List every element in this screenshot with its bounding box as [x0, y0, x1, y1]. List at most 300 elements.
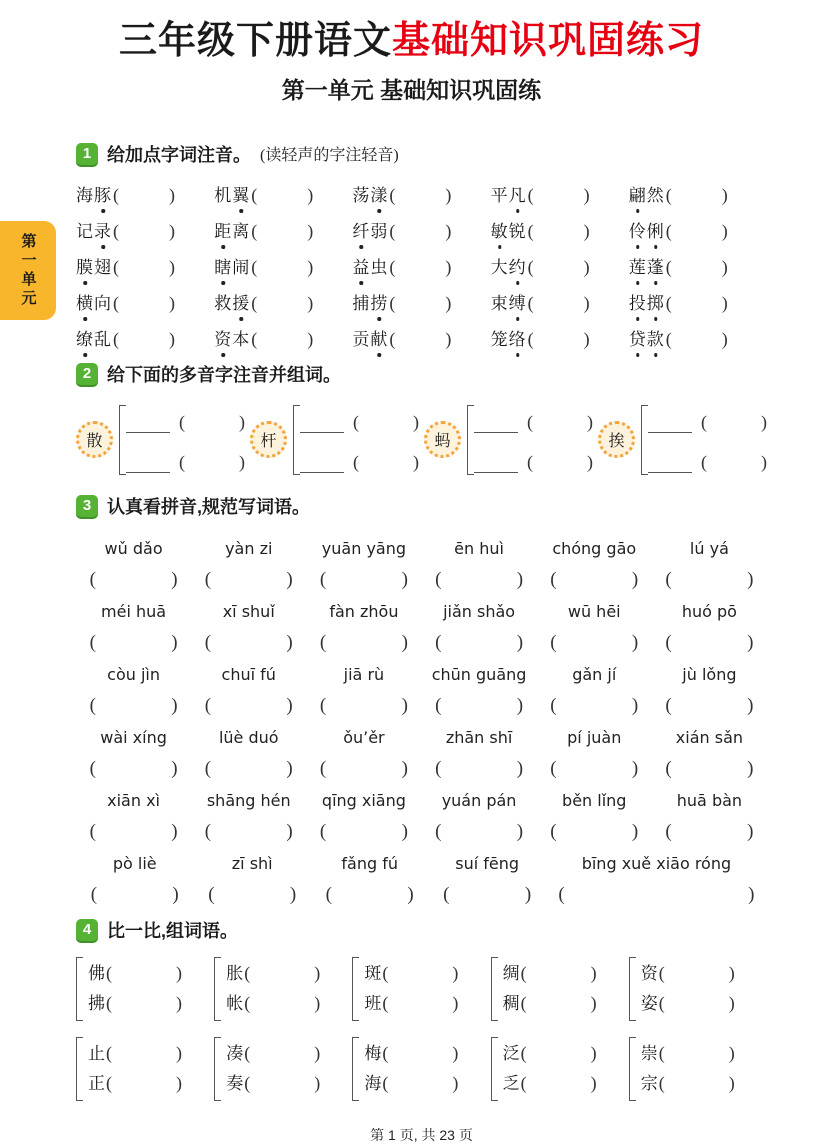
pinyin-text: fǎng fú — [341, 853, 398, 873]
q1-word-blank — [491, 325, 629, 350]
compare-char: 斑 — [364, 963, 382, 983]
q1-word-blank — [352, 217, 490, 242]
compare-line — [641, 989, 735, 1019]
q3-row — [76, 539, 767, 591]
q4-row — [76, 1037, 767, 1101]
bracket — [491, 1037, 498, 1101]
q1-word-list — [76, 181, 767, 348]
pinyin-blank — [191, 539, 306, 591]
q3-pinyin-list — [76, 539, 767, 906]
q1-word: 束缚 — [491, 289, 527, 314]
q1-word-blank — [352, 325, 490, 350]
compare-line — [226, 1069, 320, 1099]
compare-pair — [629, 957, 767, 1021]
answer-parens — [326, 884, 414, 906]
section-4-title: 比一比,组词语。 — [107, 920, 239, 941]
answer-parens — [106, 993, 182, 1014]
pinyin-blank — [537, 728, 652, 780]
answer-parens — [251, 293, 313, 314]
compare-char: 姿 — [640, 993, 658, 1013]
q1-word: 投掷 — [629, 289, 665, 314]
section-1-note: (读轻声的字注轻音) — [260, 147, 399, 165]
answer-parens — [701, 452, 767, 473]
q1-word-blank — [214, 181, 352, 206]
answer-parens — [665, 695, 753, 717]
q1-word: 贡献 — [352, 325, 388, 350]
q1-word: 资本 — [214, 325, 250, 350]
polyphone-lines — [474, 405, 593, 475]
answer-parens — [521, 1043, 597, 1064]
polyphone-group — [424, 405, 593, 475]
pinyin-text: yuān yāng — [321, 538, 407, 558]
q1-word: 捕捞 — [352, 289, 388, 314]
pinyin-blank — [191, 602, 306, 654]
answer-parens — [666, 221, 728, 242]
pinyin-text: còu jìn — [107, 664, 160, 684]
answer-parens — [205, 821, 293, 843]
compare-line — [364, 1039, 458, 1069]
polyphone-char: 蚂 — [434, 433, 451, 451]
q1-word: 海豚 — [76, 181, 112, 206]
answer-parens — [205, 758, 293, 780]
answer-parens — [521, 963, 597, 984]
bracket — [467, 405, 474, 475]
bracket — [76, 957, 83, 1021]
pinyin-text: yuán pán — [441, 790, 517, 810]
answer-parens — [90, 632, 178, 654]
compare-char: 泛 — [502, 1043, 520, 1063]
q1-word: 平凡 — [491, 181, 527, 206]
compare-line — [88, 1039, 182, 1069]
bracket — [491, 957, 498, 1021]
pinyin-text: lüè duó — [218, 727, 279, 747]
compare-line — [503, 989, 597, 1019]
answer-parens — [550, 569, 638, 591]
section-3-header — [76, 493, 767, 519]
answer-parens — [113, 329, 175, 350]
polyphone-line — [300, 447, 419, 473]
compare-line — [641, 1039, 735, 1069]
answer-parens — [659, 1073, 735, 1094]
compare-line — [503, 1069, 597, 1099]
compare-pair — [629, 1037, 767, 1101]
answer-parens — [389, 221, 451, 242]
flower-badge — [598, 421, 635, 458]
pinyin-blank — [421, 539, 536, 591]
pinyin-text: gǎn jí — [572, 664, 617, 684]
q1-word-blank — [629, 253, 767, 278]
pinyin-blank-line — [126, 457, 170, 473]
polyphone-group — [76, 405, 245, 475]
compare-char: 崇 — [640, 1043, 658, 1063]
q1-word-blank — [352, 253, 490, 278]
bracket — [641, 405, 648, 475]
pinyin-text: chóng gāo — [552, 538, 637, 558]
answer-parens — [665, 632, 753, 654]
polyphone-char: 挨 — [608, 433, 625, 451]
q1-word-blank — [491, 181, 629, 206]
answer-parens — [244, 1043, 320, 1064]
q1-word: 机翼 — [214, 181, 250, 206]
q2-polyphone-list — [76, 405, 767, 475]
answer-parens — [666, 293, 728, 314]
unit-side-tab — [0, 221, 56, 320]
section-3-number-badge: 3 — [76, 495, 98, 517]
compare-line — [88, 1069, 182, 1099]
polyphone-group — [598, 405, 767, 475]
answer-parens — [205, 695, 293, 717]
pinyin-text: bīng xuě xiāo róng — [581, 853, 732, 873]
pinyin-blank-line — [474, 417, 518, 433]
pinyin-blank — [76, 539, 191, 591]
compare-pair — [491, 1037, 629, 1101]
polyphone-line — [474, 407, 593, 433]
compare-char: 稠 — [502, 993, 520, 1013]
answer-parens — [382, 993, 458, 1014]
compare-char: 正 — [88, 1073, 105, 1093]
pinyin-blank — [421, 665, 536, 717]
q1-word: 莲蓬 — [629, 253, 665, 278]
q1-word: 敏锐 — [491, 217, 527, 242]
compare-pair — [214, 957, 352, 1021]
q1-word: 益虫 — [352, 253, 388, 278]
pinyin-blank — [421, 602, 536, 654]
section-1-title: 给加点字词注音。 — [107, 144, 251, 165]
polyphone-line — [648, 447, 767, 473]
answer-parens — [244, 1073, 320, 1094]
compare-char: 佛 — [88, 963, 105, 983]
compare-line — [503, 1039, 597, 1069]
q1-word-blank — [76, 181, 214, 206]
pinyin-blank — [76, 602, 191, 654]
q1-row — [76, 253, 767, 276]
pinyin-text: wài xíng — [100, 727, 167, 747]
q1-word: 伶俐 — [629, 217, 665, 242]
q1-word-blank — [214, 289, 352, 314]
answer-parens — [701, 412, 767, 433]
pinyin-blank — [76, 728, 191, 780]
polyphone-line — [648, 407, 767, 433]
q3-row — [76, 602, 767, 654]
q1-word: 纤弱 — [352, 217, 388, 242]
polyphone-line — [126, 447, 245, 473]
answer-parens — [665, 821, 753, 843]
pinyin-blank — [306, 728, 421, 780]
answer-parens — [550, 695, 638, 717]
pinyin-blank — [193, 854, 310, 906]
pinyin-blank-line — [300, 457, 344, 473]
pinyin-blank — [76, 791, 191, 843]
pinyin-blank — [652, 728, 767, 780]
answer-parens — [179, 452, 245, 473]
q1-word-blank — [214, 325, 352, 350]
pinyin-blank — [537, 665, 652, 717]
polyphone-line — [126, 407, 245, 433]
answer-parens — [113, 293, 175, 314]
q1-row — [76, 181, 767, 204]
answer-parens — [659, 1043, 735, 1064]
compare-char: 宗 — [640, 1073, 658, 1093]
answer-parens — [527, 452, 593, 473]
answer-parens — [251, 185, 313, 206]
pinyin-text: ǒu’ěr — [343, 727, 385, 747]
pinyin-blank — [537, 602, 652, 654]
polyphone-line — [474, 447, 593, 473]
pinyin-blank — [537, 539, 652, 591]
answer-parens — [251, 329, 313, 350]
compare-char: 凑 — [226, 1043, 244, 1063]
q1-word: 贷款 — [629, 325, 665, 350]
section-3-title: 认真看拼音,规范写词语。 — [107, 496, 310, 517]
answer-parens — [320, 758, 408, 780]
q1-word-blank — [76, 325, 214, 350]
answer-parens — [244, 993, 320, 1014]
compare-line — [364, 1069, 458, 1099]
answer-parens — [208, 884, 296, 906]
bracket — [293, 405, 300, 475]
unit-side-tab-label: 第一单元 — [19, 232, 37, 309]
compare-char: 止 — [88, 1043, 105, 1063]
pinyin-text: zī shì — [231, 853, 273, 873]
page-number: 第 1 页, 共 23 页 — [370, 1126, 473, 1143]
q1-word: 荡漾 — [352, 181, 388, 206]
pinyin-text: jiā rù — [343, 664, 385, 684]
pinyin-blank — [191, 665, 306, 717]
answer-parens — [244, 963, 320, 984]
section-4-header — [76, 917, 767, 943]
pinyin-blank — [421, 791, 536, 843]
answer-parens — [90, 758, 178, 780]
q1-word: 大约 — [491, 253, 527, 278]
section-2-header — [76, 361, 767, 387]
pinyin-blank — [191, 791, 306, 843]
answer-parens — [527, 412, 593, 433]
q1-word: 笼络 — [491, 325, 527, 350]
bracket — [119, 405, 126, 475]
pinyin-blank — [537, 791, 652, 843]
answer-parens — [443, 884, 531, 906]
q3-row — [76, 854, 767, 906]
compare-pair — [352, 1037, 490, 1101]
answer-parens — [320, 821, 408, 843]
answer-parens — [320, 632, 408, 654]
pinyin-text: ēn huì — [454, 538, 504, 558]
answer-parens — [179, 412, 245, 433]
answer-parens — [435, 632, 523, 654]
pinyin-blank-line — [126, 417, 170, 433]
section-2-number-badge: 2 — [76, 363, 98, 385]
bracket — [76, 1037, 83, 1101]
q1-row — [76, 325, 767, 348]
compare-pair — [352, 957, 490, 1021]
q1-word-blank — [629, 289, 767, 314]
pinyin-text: chuī fú — [221, 664, 276, 684]
bracket — [352, 957, 359, 1021]
pinyin-text: pò liè — [112, 853, 157, 873]
answer-parens — [666, 185, 728, 206]
pinyin-text: shāng hén — [206, 790, 291, 810]
q1-word: 距离 — [214, 217, 250, 242]
answer-parens — [666, 257, 728, 278]
answer-parens — [382, 1073, 458, 1094]
bracket — [352, 1037, 359, 1101]
pinyin-text: chūn guāng — [431, 664, 527, 684]
answer-parens — [382, 1043, 458, 1064]
polyphone-char: 杆 — [260, 433, 277, 451]
page-title — [0, 20, 823, 64]
pinyin-blank — [428, 854, 545, 906]
bracket — [629, 957, 636, 1021]
pinyin-blank — [652, 602, 767, 654]
answer-parens — [528, 257, 590, 278]
q1-word-blank — [491, 253, 629, 278]
compare-char: 帐 — [226, 993, 244, 1013]
q1-row — [76, 289, 767, 312]
pinyin-text: wū hēi — [567, 601, 621, 621]
q1-word: 膜翅 — [76, 253, 112, 278]
bracket — [214, 957, 221, 1021]
pinyin-blank-line — [300, 417, 344, 433]
pinyin-text: xī shuǐ — [222, 601, 275, 621]
compare-line — [88, 959, 182, 989]
answer-parens — [521, 1073, 597, 1094]
pinyin-text: huó pō — [681, 601, 737, 621]
answer-parens — [205, 569, 293, 591]
section-4-number-badge: 4 — [76, 919, 98, 941]
q4-compare-list — [76, 957, 767, 1101]
compare-line — [503, 959, 597, 989]
bracket — [629, 1037, 636, 1101]
compare-pair — [76, 1037, 214, 1101]
answer-parens — [665, 758, 753, 780]
pinyin-blank-line — [648, 417, 692, 433]
polyphone-lines — [300, 405, 419, 475]
polyphone-char: 散 — [86, 433, 103, 451]
answer-parens — [550, 632, 638, 654]
q1-word: 瞎闹 — [214, 253, 250, 278]
answer-parens — [659, 963, 735, 984]
q1-word-blank — [76, 289, 214, 314]
compare-line — [226, 989, 320, 1019]
pinyin-blank — [306, 602, 421, 654]
compare-char: 乏 — [502, 1073, 520, 1093]
flower-badge — [76, 421, 113, 458]
compare-line — [364, 959, 458, 989]
answer-parens — [659, 993, 735, 1014]
section-1-header — [76, 141, 767, 167]
q1-word-blank — [629, 181, 767, 206]
page-header — [0, 0, 823, 105]
q1-word-blank — [629, 325, 767, 350]
answer-parens — [106, 1043, 182, 1064]
pinyin-blank — [652, 665, 767, 717]
answer-parens — [353, 412, 419, 433]
q1-word-blank — [352, 181, 490, 206]
answer-parens — [113, 185, 175, 206]
pinyin-text: lú yá — [689, 538, 729, 558]
answer-parens — [435, 821, 523, 843]
q1-word-blank — [214, 217, 352, 242]
bracket — [214, 1037, 221, 1101]
pinyin-blank-line — [648, 457, 692, 473]
flower-badge — [424, 421, 461, 458]
answer-parens — [90, 821, 178, 843]
answer-parens — [389, 257, 451, 278]
pinyin-text: suí fēng — [455, 853, 520, 873]
page-title-black: 三年级下册语文 — [118, 20, 392, 62]
q1-word-blank — [214, 253, 352, 278]
pinyin-text: fàn zhōu — [329, 601, 399, 621]
answer-parens — [90, 569, 178, 591]
answer-parens — [665, 569, 753, 591]
answer-parens — [389, 185, 451, 206]
pinyin-text: méi huā — [101, 601, 167, 621]
polyphone-lines — [126, 405, 245, 475]
answer-parens — [666, 329, 728, 350]
q1-word-blank — [76, 253, 214, 278]
pinyin-text: běn lǐng — [562, 790, 627, 810]
answer-parens — [113, 257, 175, 278]
pinyin-blank — [76, 854, 193, 906]
answer-parens — [389, 293, 451, 314]
q1-word-blank — [491, 217, 629, 242]
compare-line — [88, 989, 182, 1019]
answer-parens — [550, 821, 638, 843]
pinyin-blank — [306, 665, 421, 717]
flower-badge — [250, 421, 287, 458]
pinyin-text: zhān shī — [445, 727, 513, 747]
answer-parens — [550, 758, 638, 780]
pinyin-text: xián sǎn — [675, 727, 744, 747]
pinyin-blank — [191, 728, 306, 780]
q4-row — [76, 957, 767, 1021]
answer-parens — [106, 963, 182, 984]
compare-pair — [491, 957, 629, 1021]
answer-parens — [528, 293, 590, 314]
answer-parens — [558, 884, 754, 906]
page-title-red: 基础知识巩固练习 — [392, 20, 705, 62]
pinyin-text: pí juàn — [567, 727, 622, 747]
compare-pair — [76, 957, 214, 1021]
worksheet-content — [76, 141, 767, 1145]
answer-parens — [113, 221, 175, 242]
compare-char: 海 — [364, 1073, 382, 1093]
pinyin-blank — [76, 665, 191, 717]
compare-char: 拂 — [88, 993, 105, 1013]
q1-word-blank — [76, 217, 214, 242]
pinyin-text: wǔ dǎo — [104, 538, 163, 558]
compare-char: 梅 — [364, 1043, 382, 1063]
answer-parens — [320, 695, 408, 717]
answer-parens — [205, 632, 293, 654]
answer-parens — [382, 963, 458, 984]
q1-word-blank — [491, 289, 629, 314]
compare-line — [364, 989, 458, 1019]
answer-parens — [389, 329, 451, 350]
pinyin-blank — [546, 854, 767, 906]
pinyin-blank — [652, 791, 767, 843]
polyphone-group — [250, 405, 419, 475]
pinyin-text: jù lǒng — [682, 664, 737, 684]
q1-word: 翩然 — [629, 181, 665, 206]
answer-parens — [528, 221, 590, 242]
q3-row — [76, 728, 767, 780]
answer-parens — [353, 452, 419, 473]
compare-line — [641, 959, 735, 989]
q1-word-blank — [352, 289, 490, 314]
pinyin-blank — [306, 539, 421, 591]
compare-line — [641, 1069, 735, 1099]
